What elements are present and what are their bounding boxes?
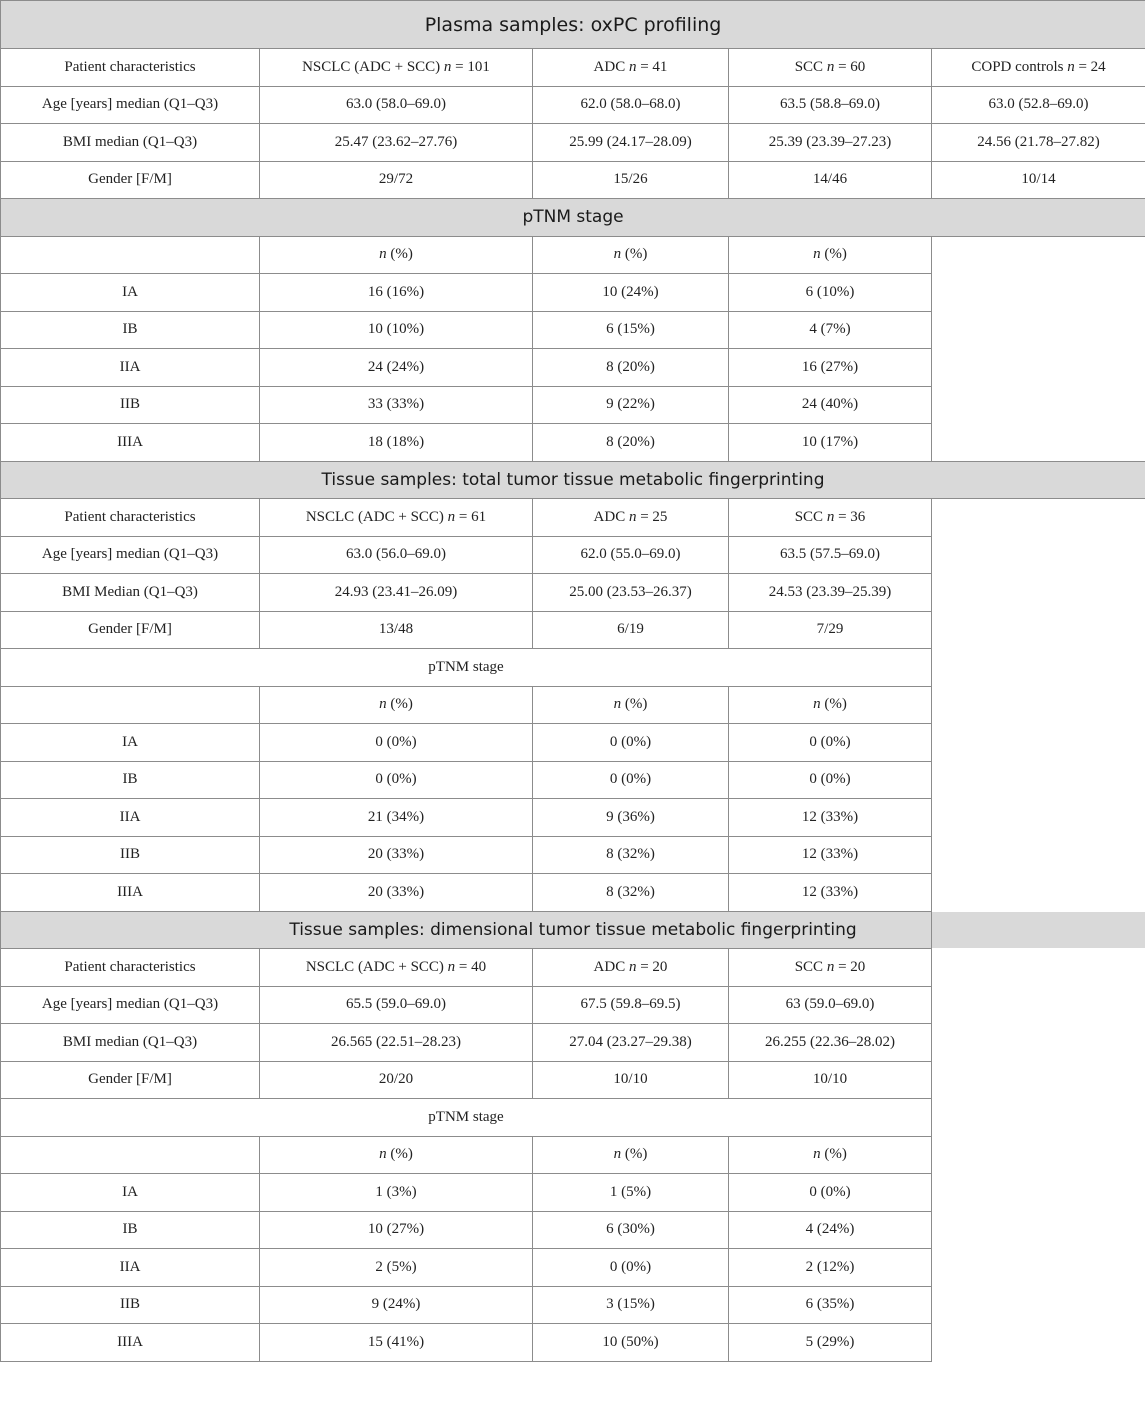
cell: 29/72 [260,161,533,199]
table-row [1,1024,1145,1062]
section-title: Tissue samples: total tumor tissue metabolic fingerprinting [1,461,1145,499]
cell: 8 (32%) [533,874,729,912]
stage-label: IIB [1,386,260,424]
stage-header-cell [1,1136,260,1174]
stage-label: IIA [1,349,260,387]
cell: 63.5 (57.5–69.0) [729,536,932,574]
table-row [1,86,1145,124]
cell: 9 (24%) [260,1286,533,1324]
row-label: BMI Median (Q1–Q3) [1,574,260,612]
row-label: Gender [F/M] [1,161,260,199]
cell: 63.0 (56.0–69.0) [260,536,533,574]
cell: 8 (20%) [533,349,729,387]
cell: 5 (29%) [729,1324,932,1362]
section-title-row [1,911,1145,949]
cell: 27.04 (23.27–29.38) [533,1024,729,1062]
header-cell: ADC n = 41 [533,49,729,87]
cell: 10 (27%) [260,1211,533,1249]
cell: 0 (0%) [260,724,533,762]
stage-header-cell: n (%) [729,1136,932,1174]
cell: 4 (24%) [729,1211,932,1249]
cell: 25.39 (23.39–27.23) [729,124,932,162]
cell: 14/46 [729,161,932,199]
cell: 24.53 (23.39–25.39) [729,574,932,612]
header-row [1,499,1145,537]
stage-header-cell: n (%) [729,686,932,724]
stage-header-cell: n (%) [533,686,729,724]
row-label: BMI median (Q1–Q3) [1,1024,260,1062]
cell: 20 (33%) [260,836,533,874]
stage-label: IIIA [1,1324,260,1362]
stage-header-row [1,236,1145,274]
cell: 26.255 (22.36–28.02) [729,1024,932,1062]
n-symbol: n [826,508,835,525]
cell: 10/10 [729,1061,932,1099]
cell: 63 (59.0–69.0) [729,986,932,1024]
cell: 24.56 (21.78–27.82) [932,124,1145,162]
stage-label: IIB [1,1286,260,1324]
n-symbol: n [443,58,452,75]
row-label: Gender [F/M] [1,611,260,649]
cell: 6 (30%) [533,1211,729,1249]
cell: 24.93 (23.41–26.09) [260,574,533,612]
row-label: BMI median (Q1–Q3) [1,124,260,162]
cell: 24 (24%) [260,349,533,387]
stage-header-cell [1,686,260,724]
section-title-row [1,1,1145,49]
stage-header-cell: n (%) [260,686,533,724]
empty-cell [932,236,1145,461]
stage-title: pTNM stage [1,199,1145,237]
cell: 63.0 (58.0–69.0) [260,86,533,124]
cell: 3 (15%) [533,1286,729,1324]
cell: 10/10 [533,1061,729,1099]
header-cell: COPD controls n = 24 [932,49,1145,87]
cell: 16 (16%) [260,274,533,312]
cell: 0 (0%) [729,724,932,762]
stage-title: pTNM stage [1,649,932,687]
cell: 0 (0%) [533,1249,729,1287]
row-label: Age [years] median (Q1–Q3) [1,86,260,124]
cell: 0 (0%) [260,761,533,799]
cell: 10 (24%) [533,274,729,312]
header-cell: Patient characteristics [1,949,260,987]
stage-label: IIB [1,836,260,874]
header-cell: ADC n = 25 [533,499,729,537]
stage-label: IIA [1,1249,260,1287]
cell: 6 (10%) [729,274,932,312]
cell: 26.565 (22.51–28.23) [260,1024,533,1062]
n-symbol: n [826,958,835,975]
cell: 18 (18%) [260,424,533,462]
n-symbol: n [613,1146,622,1163]
n-symbol: n [813,696,821,713]
header-cell: SCC n = 60 [729,49,932,87]
row-label: Age [years] median (Q1–Q3) [1,986,260,1024]
cell: 1 (3%) [260,1174,533,1212]
stage-header-cell: n (%) [533,236,729,274]
n-symbol: n [628,58,637,75]
stage-label: IB [1,311,260,349]
cell: 0 (0%) [729,761,932,799]
header-cell: SCC n = 20 [729,949,932,987]
cell: 6 (15%) [533,311,729,349]
n-symbol: n [813,246,821,263]
stage-header-cell: n (%) [533,1136,729,1174]
section-title-row [1,461,1145,499]
cell: 2 (12%) [729,1249,932,1287]
stage-row [1,1286,1145,1324]
n-symbol: n [379,246,387,263]
header-row [1,49,1145,87]
row-label: Age [years] median (Q1–Q3) [1,536,260,574]
cell: 33 (33%) [260,386,533,424]
header-cell: NSCLC (ADC + SCC) n = 101 [260,49,533,87]
n-symbol: n [613,696,622,713]
cell: 12 (33%) [729,874,932,912]
stage-label: IA [1,274,260,312]
header-cell: ADC n = 20 [533,949,729,987]
n-symbol: n [447,958,456,975]
stage-title: pTNM stage [1,1099,932,1137]
n-symbol: n [447,508,456,525]
cell: 10 (17%) [729,424,932,462]
cell: 25.99 (24.17–28.09) [533,124,729,162]
stage-label: IIA [1,799,260,837]
table-row [1,161,1145,199]
cell: 16 (27%) [729,349,932,387]
stage-label: IIIA [1,874,260,912]
cell: 6/19 [533,611,729,649]
header-cell: Patient characteristics [1,49,260,87]
header-cell: Patient characteristics [1,499,260,537]
cell: 15 (41%) [260,1324,533,1362]
cell: 0 (0%) [729,1174,932,1212]
cell: 62.0 (58.0–68.0) [533,86,729,124]
cell: 9 (36%) [533,799,729,837]
n-symbol: n [613,246,622,263]
stage-row [1,1211,1145,1249]
cell: 1 (5%) [533,1174,729,1212]
stage-label: IB [1,1211,260,1249]
stage-header-cell [1,236,260,274]
cell: 6 (35%) [729,1286,932,1324]
stage-label: IA [1,724,260,762]
n-symbol: n [1067,58,1075,75]
cell: 25.47 (23.62–27.76) [260,124,533,162]
stage-title-row [1,1099,1145,1137]
stage-title-row [1,199,1145,237]
header-cell: NSCLC (ADC + SCC) n = 40 [260,949,533,987]
cell: 20 (33%) [260,874,533,912]
cell: 25.00 (23.53–26.37) [533,574,729,612]
stage-header-row [1,1136,1145,1174]
n-symbol: n [628,958,637,975]
cell: 62.0 (55.0–69.0) [533,536,729,574]
cell: 20/20 [260,1061,533,1099]
cell: 12 (33%) [729,799,932,837]
cell: 0 (0%) [533,761,729,799]
n-symbol: n [813,1146,821,1163]
section-title: Tissue samples: dimensional tumor tissue metabolic fingerprinting [1,911,1145,949]
n-symbol: n [628,508,637,525]
stage-header-cell: n (%) [260,236,533,274]
stage-header-cell: n (%) [260,1136,533,1174]
cell: 63.5 (58.8–69.0) [729,86,932,124]
cell: 7/29 [729,611,932,649]
cell: 12 (33%) [729,836,932,874]
cell: 8 (20%) [533,424,729,462]
stage-label: IIIA [1,424,260,462]
cell: 10/14 [932,161,1145,199]
cell: 63.0 (52.8–69.0) [932,86,1145,124]
header-cell: SCC n = 36 [729,499,932,537]
section-title: Plasma samples: oxPC profiling [1,1,1145,49]
stage-row [1,1174,1145,1212]
n-symbol: n [379,696,387,713]
n-symbol: n [379,1146,387,1163]
cell: 8 (32%) [533,836,729,874]
stage-label: IB [1,761,260,799]
cell: 21 (34%) [260,799,533,837]
cell: 4 (7%) [729,311,932,349]
cell: 15/26 [533,161,729,199]
cell: 65.5 (59.0–69.0) [260,986,533,1024]
cell: 2 (5%) [260,1249,533,1287]
cell: 24 (40%) [729,386,932,424]
table-row [1,1061,1145,1099]
cell: 9 (22%) [533,386,729,424]
header-cell: NSCLC (ADC + SCC) n = 61 [260,499,533,537]
stage-row [1,1324,1145,1362]
row-label: Gender [F/M] [1,1061,260,1099]
stage-label: IA [1,1174,260,1212]
n-symbol: n [826,58,835,75]
stage-header-cell: n (%) [729,236,932,274]
cell: 67.5 (59.8–69.5) [533,986,729,1024]
stage-row [1,1249,1145,1287]
table-row [1,124,1145,162]
cell: 13/48 [260,611,533,649]
cell: 0 (0%) [533,724,729,762]
cell: 10 (50%) [533,1324,729,1362]
cell: 10 (10%) [260,311,533,349]
